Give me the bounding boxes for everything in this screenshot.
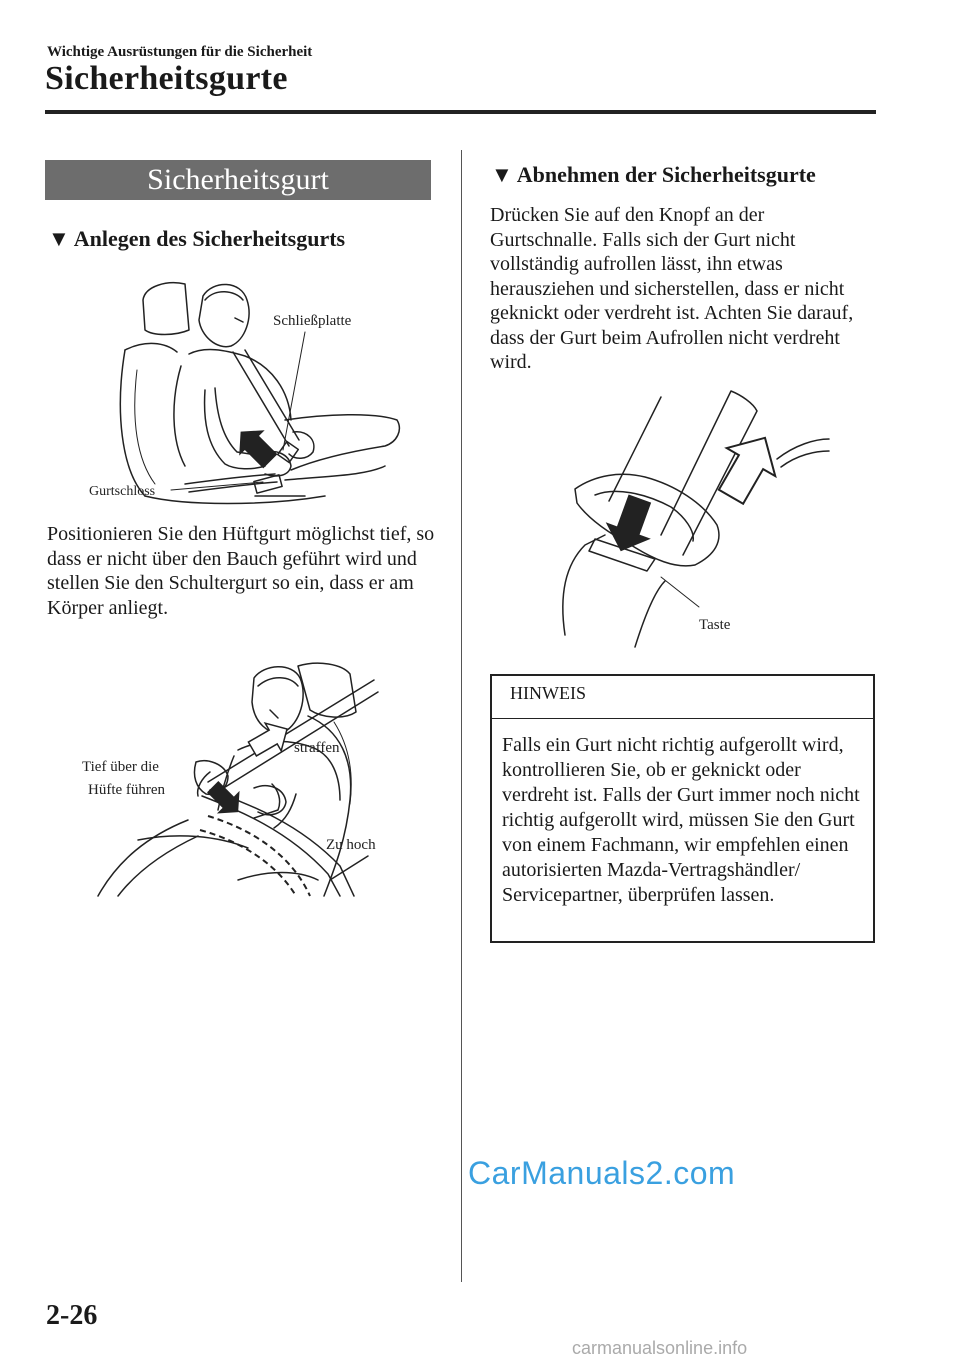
- label-zu-hoch: Zu hoch: [326, 837, 376, 853]
- label-taste: Taste: [699, 617, 731, 633]
- label-gurtschloss: Gurtschloss: [89, 484, 156, 499]
- note-divider: [492, 718, 873, 719]
- watermark-carmanualsonline: carmanualsonline.info: [572, 1338, 748, 1358]
- column-divider: [461, 150, 462, 1282]
- note-title: HINWEIS: [510, 683, 586, 703]
- label-tief-line1: Tief über die: [82, 759, 159, 775]
- breadcrumb: Wichtige Ausrüstungen für die Sicherheit: [47, 44, 313, 60]
- label-schliessplatte: Schließplatte: [273, 313, 352, 329]
- subhead-abnehmen-text: Abnehmen der Sicherheitsgurte: [516, 162, 816, 187]
- note-box: [490, 674, 875, 943]
- triangle-marker-icon: ▼: [491, 162, 513, 187]
- paragraph-positionieren: Positionieren Sie den Hüftgurt möglichst tief, so dass er nicht über den Bauch geführt wird und stellen Sie den Schultergurt so ein, dass er am Körper anliegt.: [47, 523, 435, 619]
- paragraph-druecken: Drücken Sie auf den Knopf an der Gurtschnalle. Falls sich der Gurt nicht vollständig aufrollen lässt, ihn etwas herausziehen und sicherstellen, dass er nicht geknickt oder verdreht ist. Achten Sie darauf, dass der Gurt beim Aufrollen nicht verdreht wird.: [490, 204, 854, 373]
- note-text: Falls ein Gurt nicht richtig aufgerollt wird, kontrollieren Sie, ob er geknickt oder verdreht ist. Falls der Gurt immer noch nicht richtig aufgerollt wird, müssen Sie den Gurt von einem Fachmann, wir empfehlen einen autorisierten Mazda-Vertragshändler/ Servicepartner, überprüfen lassen.: [502, 734, 860, 906]
- triangle-marker-icon: ▼: [48, 226, 70, 251]
- label-straffen: straffen: [294, 740, 340, 756]
- subhead-anlegen: [48, 226, 345, 252]
- page-number: 2-26: [46, 1300, 98, 1331]
- buckle-release-illustration: [535, 385, 835, 650]
- header-rule: [45, 110, 876, 114]
- lap-belt-illustration: [78, 660, 408, 900]
- chapter-title: Sicherheitsgurte: [45, 60, 288, 97]
- watermark-carmanuals2: CarManuals2.com: [468, 1155, 736, 1191]
- section-banner: Sicherheitsgurt: [45, 160, 431, 200]
- subhead-abnehmen: [491, 162, 816, 188]
- fastening-illustration: [85, 270, 405, 510]
- subhead-anlegen-text: Anlegen des Sicherheitsgurts: [73, 226, 346, 251]
- label-tief-line2: Hüfte führen: [88, 782, 166, 798]
